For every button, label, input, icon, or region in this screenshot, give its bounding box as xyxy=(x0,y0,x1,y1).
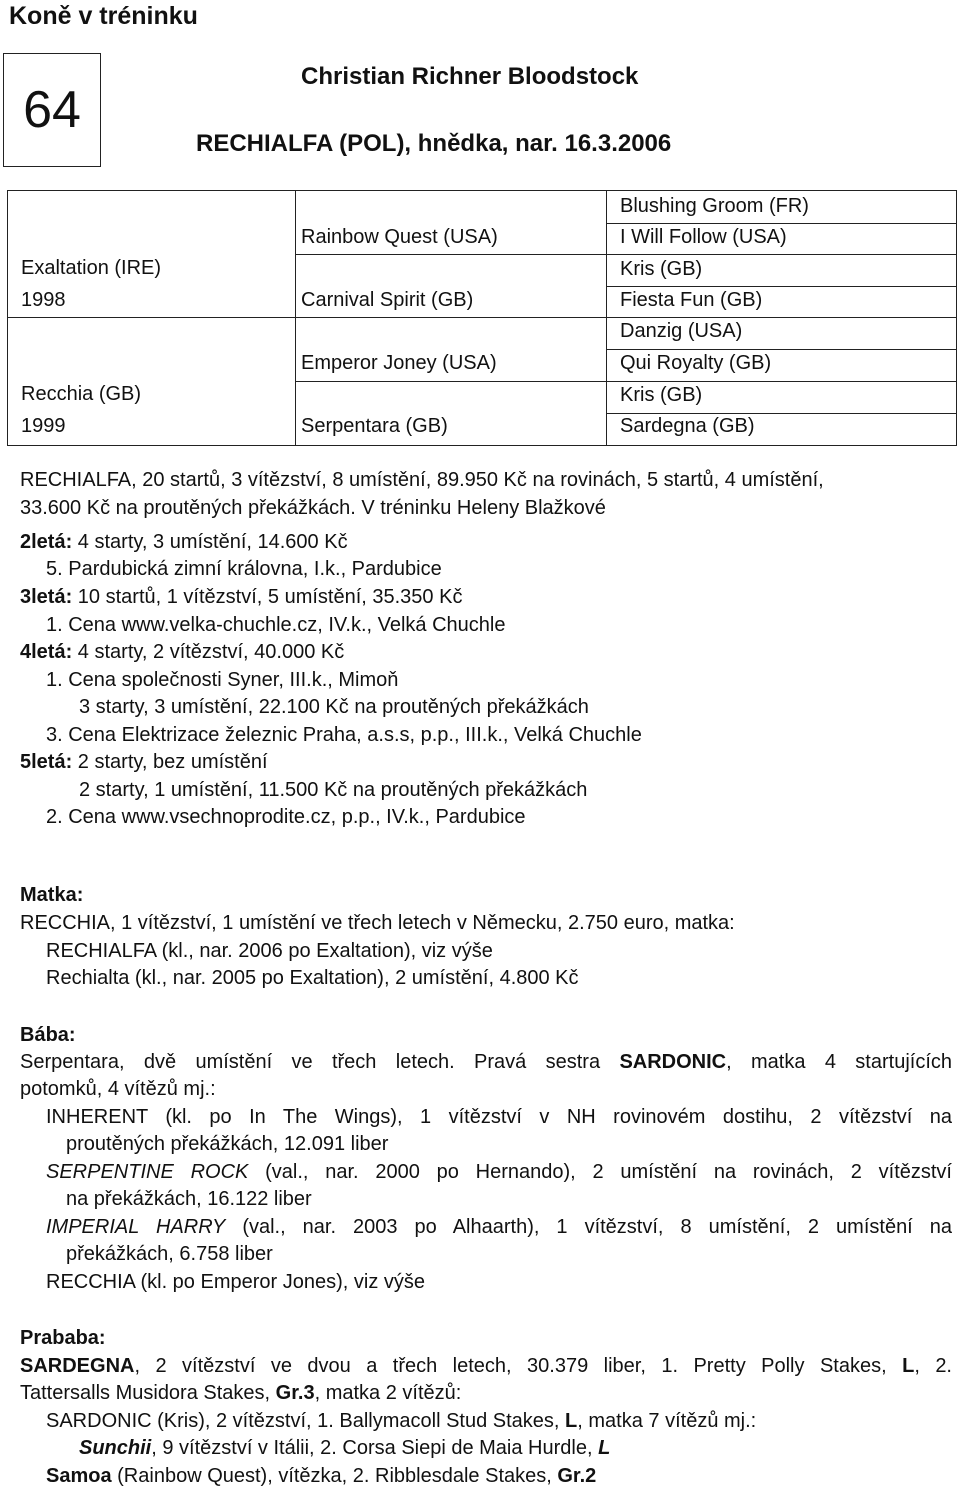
summary-line: RECHIALFA, 20 startů, 3 vítězství, 8 umístění, 89.950 Kč na rovinách, 5 startů, 4 umístění, xyxy=(20,469,824,491)
great-granddam-heading: Prababa: xyxy=(20,1327,106,1349)
pedigree-sire: Exaltation (IRE) xyxy=(21,257,162,279)
career-race: 1. Cena www.velka-chuchle.cz, IV.k., Velká Chuchle xyxy=(46,614,506,636)
pedigree-dam: Recchia (GB) xyxy=(21,383,142,405)
granddam-line: IMPERIAL HARRY (val., nar. 2003 po Alhaarth), 1 vítězství, 8 umístění, 2 umístění na xyxy=(46,1216,953,1238)
dam-line: Rechialta (kl., nar. 2005 po Exaltation), 2 umístění, 4.800 Kč xyxy=(46,967,579,989)
pedigree-table xyxy=(7,190,957,446)
granddam-line: SERPENTINE ROCK (val., nar. 2000 po Hernando), 2 umístění na rovinách, 2 vítězství xyxy=(46,1161,952,1183)
career-race: 1. Cena společnosti Syner, III.k., Mimoň xyxy=(46,669,399,691)
granddam-line: na překážkách, 16.122 liber xyxy=(66,1188,312,1210)
pedigree-gen2: Emperor Joney (USA) xyxy=(301,352,497,374)
great-granddam-line: Samoa (Rainbow Quest), vítězka, 2. Ribblesdale Stakes, Gr.2 xyxy=(46,1465,597,1487)
pedigree-dam-year: 1999 xyxy=(21,415,66,437)
horse-title: RECHIALFA (POL), hnědka, nar. 16.3.2006 xyxy=(196,130,672,157)
pedigree-gen2: Rainbow Quest (USA) xyxy=(301,226,498,248)
career-4yo: 4letá: 4 starty, 2 vítězství, 40.000 Kč xyxy=(20,641,345,663)
great-granddam-line: SARDEGNA, 2 vítězství ve dvou a třech letech, 30.379 liber, 1. Pretty Polly Stakes, L, 2. xyxy=(20,1355,952,1377)
pedigree-gen3: Sardegna (GB) xyxy=(620,415,755,437)
pedigree-gen3: I Will Follow (USA) xyxy=(620,226,787,248)
dam-line: RECHIALFA (kl., nar. 2006 po Exaltation), viz výše xyxy=(46,940,493,962)
granddam-line: RECCHIA (kl. po Emperor Jones), viz výše xyxy=(46,1271,425,1293)
owner-name: Christian Richner Bloodstock xyxy=(301,63,639,90)
dam-line: RECCHIA, 1 vítězství, 1 umístění ve třech letech v Německu, 2.750 euro, matka: xyxy=(20,912,735,934)
granddam-line: potomků, 4 vítězů mj.: xyxy=(20,1078,216,1100)
pedigree-gen3: Qui Royalty (GB) xyxy=(620,352,772,374)
career-race: 2. Cena www.vsechnoprodite.cz, p.p., IV.k., Pardubice xyxy=(46,806,526,828)
granddam-line: Serpentara, dvě umístění ve třech letech. Pravá sestra SARDONIC, matka 4 startujících xyxy=(20,1051,953,1073)
career-3yo: 3letá: 10 startů, 1 vítězství, 5 umístění, 35.350 Kč xyxy=(20,586,463,608)
granddam-heading: Bába: xyxy=(20,1024,76,1046)
career-race: 3. Cena Elektrizace železnic Praha, a.s.s, p.p., III.k., Velká Chuchle xyxy=(46,724,642,746)
summary-line: 33.600 Kč na proutěných překážkách. V tréninku Heleny Blažkové xyxy=(20,497,606,519)
career-2yo: 2letá: 4 starty, 3 umístění, 14.600 Kč xyxy=(20,531,348,553)
career-race: 2 starty, 1 umístění, 11.500 Kč na proutěných překážkách xyxy=(79,779,588,801)
great-granddam-line: Sunchii, 9 vítězství v Itálii, 2. Corsa Siepi de Maia Hurdle, L xyxy=(79,1437,611,1459)
page-heading: Koně v tréninku xyxy=(9,2,198,30)
career-race: 5. Pardubická zimní královna, I.k., Pardubice xyxy=(46,558,442,580)
pedigree-gen3: Blushing Groom (FR) xyxy=(620,195,809,217)
granddam-line: proutěných překážkách, 12.091 liber xyxy=(66,1133,389,1155)
dam-heading: Matka: xyxy=(20,884,84,906)
granddam-line: překážkách, 6.758 liber xyxy=(66,1243,273,1265)
pedigree-gen2: Carnival Spirit (GB) xyxy=(301,289,474,311)
pedigree-gen3: Danzig (USA) xyxy=(620,320,743,342)
career-race: 3 starty, 3 umístění, 22.100 Kč na proutěných překážkách xyxy=(79,696,589,718)
great-granddam-line: SARDONIC (Kris), 2 vítězství, 1. Ballymacoll Stud Stakes, L, matka 7 vítězů mj.: xyxy=(46,1410,757,1432)
career-5yo: 5letá: 2 starty, bez umístění xyxy=(20,751,268,773)
pedigree-gen3: Fiesta Fun (GB) xyxy=(620,289,763,311)
great-granddam-line: Tattersalls Musidora Stakes, Gr.3, matka 2 vítězů: xyxy=(20,1382,462,1404)
pedigree-gen2: Serpentara (GB) xyxy=(301,415,448,437)
pedigree-sire-year: 1998 xyxy=(21,289,66,311)
pedigree-gen3: Kris (GB) xyxy=(620,258,703,280)
pedigree-gen3: Kris (GB) xyxy=(620,384,703,406)
granddam-line: INHERENT (kl. po In The Wings), 1 vítězství v NH rovinovém dostihu, 2 vítězství na xyxy=(46,1106,952,1128)
entry-number: 64 xyxy=(3,53,101,167)
